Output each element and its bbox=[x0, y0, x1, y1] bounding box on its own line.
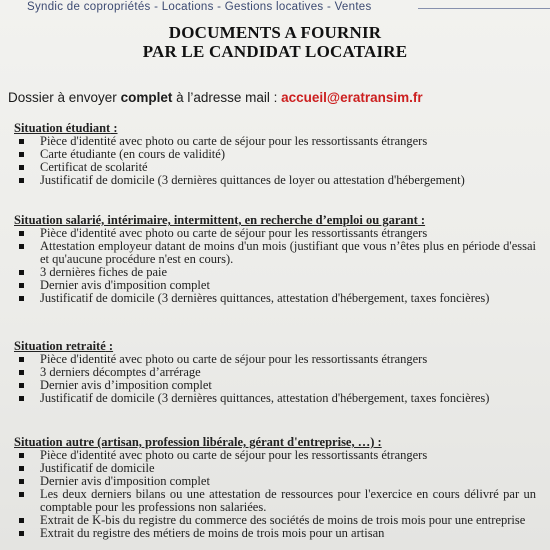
document-list bbox=[14, 135, 544, 187]
list-item: Dernier avis d'imposition complet bbox=[14, 475, 544, 488]
list-item: Justificatif de domicile bbox=[14, 462, 544, 475]
intro-text bbox=[8, 90, 423, 105]
list-item: Extrait de K-bis du registre du commerce des sociétés de moins de trois mois pour une entreprise bbox=[14, 514, 544, 527]
list-item: Extrait du registre des métiers de moins de trois mois pour un artisan bbox=[14, 527, 544, 540]
list-item: Justificatif de domicile (3 dernières quittances, attestation d'hébergement, taxes foncières) bbox=[14, 292, 544, 305]
section-other bbox=[14, 436, 544, 540]
section-retired bbox=[14, 340, 544, 405]
list-item: Pièce d'identité avec photo ou carte de séjour pour les ressortissants étrangers bbox=[14, 353, 544, 366]
intro-bold: complet bbox=[120, 90, 173, 105]
page-title-line2: PAR LE CANDIDAT LOCATAIRE bbox=[142, 42, 408, 61]
list-item: Dernier avis d’imposition complet bbox=[14, 379, 544, 392]
document-list bbox=[14, 449, 544, 540]
intro-prefix: Dossier à envoyer bbox=[8, 90, 121, 105]
list-item: Pièce d'identité avec photo ou carte de séjour pour les ressortissants étrangers bbox=[14, 449, 544, 462]
section-title: Situation étudiant : bbox=[14, 121, 118, 135]
section-title: Situation salarié, intérimaire, intermittent, en recherche d’emploi ou garant : bbox=[14, 213, 426, 227]
intro-middle: à l’adresse mail : bbox=[172, 90, 282, 105]
list-item: Les deux derniers bilans ou une attestation de ressources pour l'exercice en cours délivré par un comptable pour les professions non salariées. bbox=[14, 488, 544, 514]
list-item: Dernier avis d'imposition complet bbox=[14, 279, 544, 292]
list-item: 3 derniers décomptes d’arrérage bbox=[14, 366, 544, 379]
company-line: Syndic de copropriétés - Locations - Gestions locatives - Ventes bbox=[27, 1, 372, 13]
company-header bbox=[0, 0, 550, 14]
section-title: Situation autre (artisan, profession libérale, gérant d'entreprise, …) : bbox=[14, 435, 382, 449]
list-item: Attestation employeur datant de moins d'un mois (justifiant que vous n’êtes plus en période d'essai et qu'aucune procédure n'est en cours). bbox=[14, 240, 544, 266]
list-item: Justificatif de domicile (3 dernières quittances, attestation d'hébergement, taxes foncières) bbox=[14, 392, 544, 405]
section-student bbox=[14, 122, 544, 187]
list-item: Pièce d'identité avec photo ou carte de séjour pour les ressortissants étrangers bbox=[14, 227, 544, 240]
page-title-line1: DOCUMENTS A FOURNIR bbox=[168, 23, 382, 42]
list-item: Carte étudiante (en cours de validité) bbox=[14, 148, 544, 161]
header-rule bbox=[418, 8, 550, 9]
document-list bbox=[14, 353, 544, 405]
list-item: Certificat de scolarité bbox=[14, 161, 544, 174]
document-list bbox=[14, 227, 544, 305]
section-title: Situation retraité : bbox=[14, 339, 114, 353]
list-item: Pièce d'identité avec photo ou carte de séjour pour les ressortissants étrangers bbox=[14, 135, 544, 148]
section-employee bbox=[14, 214, 544, 305]
list-item: 3 dernières fiches de paie bbox=[14, 266, 544, 279]
list-item: Justificatif de domicile (3 dernières quittances de loyer ou attestation d'hébergement) bbox=[14, 174, 544, 187]
email-address[interactable]: accueil@eratransim.fr bbox=[281, 90, 423, 105]
